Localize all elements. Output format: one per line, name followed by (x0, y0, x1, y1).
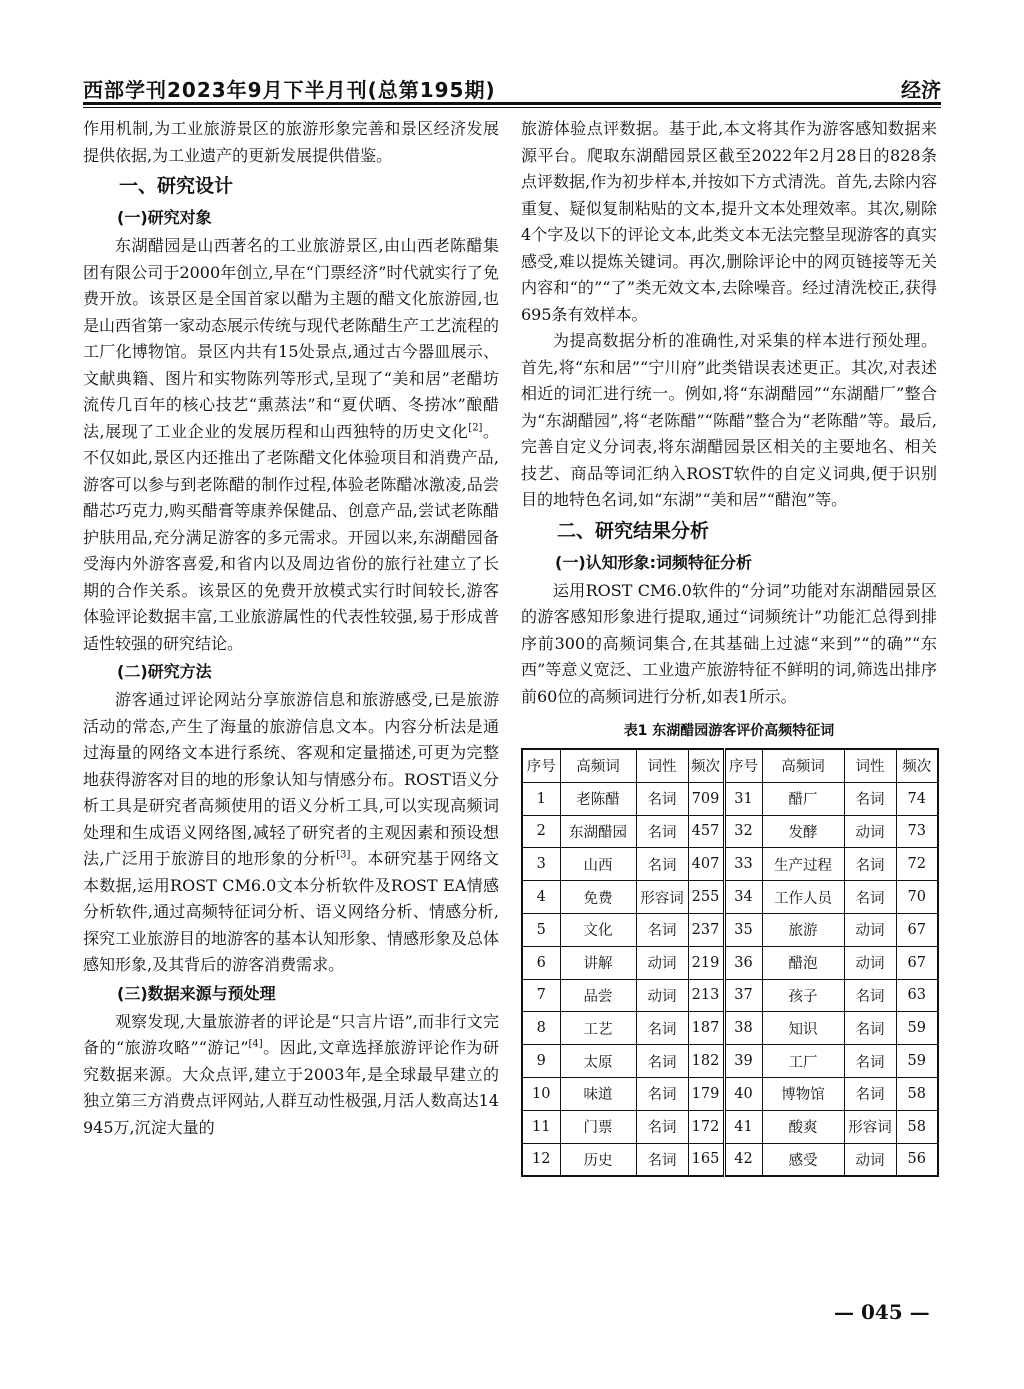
table-cell: 文化 (560, 913, 636, 946)
column-header: 频次 (688, 749, 724, 782)
table-cell: 形容词 (636, 881, 688, 914)
table-cell: 172 (688, 1110, 724, 1143)
paragraph-text: 游客通过评论网站分享旅游信息和旅游感受,已是旅游活动的常态,产生了海量的旅游信息文本。内容分析法是通过海量的网络文本进行系统、客观和定量描述,可更为完整地获得游客对目的地的形象认知与情感分布。ROST语义分析工具是研究者高频使用的语义分析工具,可以实现高频词处理和生成语义网络图,减轻了研究者的主观因素和预设想法,广泛用于旅游目的地形象的分析 (83, 690, 499, 868)
paragraph (83, 233, 499, 657)
table-cell: 孩子 (762, 979, 844, 1012)
table-cell: 213 (688, 979, 724, 1012)
table-cell: 历史 (560, 1143, 636, 1176)
table-cell: 博物馆 (762, 1077, 844, 1110)
table-cell: 7 (522, 979, 560, 1012)
table-cell: 生产过程 (762, 848, 844, 881)
table-cell: 34 (724, 881, 762, 914)
table-cell: 免费 (560, 881, 636, 914)
paragraph-text: 东湖醋园是山西著名的工业旅游景区,由山西老陈醋集团有限公司于2000年创立,早在“门票经济”时代就实行了免费开放。该景区是全国首家以醋为主题的醋文化旅游园,也是山西省第一家动态展示传统与现代老陈醋生产工艺流程的工厂化博物馆。景区内共有15处景点,通过古今器皿展示、文献典籍、图片和实物陈列等形式,呈现了“美和居”老醋坊流传几百年的核心技艺“熏蒸法”和“夏伏晒、冬捞冰”酿醋法,展现了工业企业的发展历程和山西独特的历史文化 (83, 236, 500, 441)
table-cell: 感受 (762, 1143, 844, 1176)
table-cell: 老陈醋 (560, 782, 636, 815)
table-cell: 33 (724, 848, 762, 881)
table-cell: 179 (688, 1077, 724, 1110)
paragraph (83, 687, 499, 979)
column-header: 序号 (724, 749, 762, 782)
table-cell: 9 (522, 1045, 560, 1078)
running-header (83, 70, 941, 100)
table-row (522, 1143, 938, 1176)
table-cell: 名词 (844, 1045, 896, 1078)
paragraph: 作用机制,为工业旅游景区的旅游形象完善和景区经济发展提供依据,为工业遗产的更新发展提供借鉴。 (83, 119, 499, 165)
table-row (522, 979, 938, 1012)
table-cell: 31 (724, 782, 762, 815)
table-cell: 醋厂 (762, 782, 844, 815)
table-cell: 名词 (636, 815, 688, 848)
subsection-heading: (三)数据来源与预处理 (117, 983, 276, 1003)
table-cell: 太原 (560, 1045, 636, 1078)
table-cell: 发酵 (762, 815, 844, 848)
subsection-heading: (一)认知形象:词频特征分析 (555, 552, 753, 572)
paragraph (83, 1009, 499, 1142)
table-cell: 讲解 (560, 946, 636, 979)
table-cell: 名词 (844, 782, 896, 815)
table-cell: 74 (896, 782, 938, 815)
table-cell: 名词 (844, 848, 896, 881)
table-cell: 名词 (636, 913, 688, 946)
table-cell: 72 (896, 848, 938, 881)
header-rule-thin (83, 107, 941, 108)
table-cell: 名词 (636, 1143, 688, 1176)
table-cell: 35 (724, 913, 762, 946)
paragraph-text: 。本研究基于网络文本数据,运用ROST CM6.0文本分析软件及ROST EA情感分析软件,通过高频特征词分析、语义网络分析、情感分析,探究工业旅游目的地游客的基本认知形象、情感形象及总体感知形象,及其背后的游客消费需求。 (83, 849, 500, 974)
table-cell: 名词 (636, 782, 688, 815)
table-row (522, 1077, 938, 1110)
paragraph-text: 观察发现,大量旅游者的评论是“只言片语”,而非行文完备的“旅游攻略”“游记” (83, 1011, 499, 1057)
table-cell: 63 (896, 979, 938, 1012)
table-cell: 8 (522, 1012, 560, 1045)
table-cell: 动词 (844, 946, 896, 979)
table-cell: 58 (896, 1110, 938, 1143)
table-cell: 山西 (560, 848, 636, 881)
table-row (522, 913, 938, 946)
table-cell: 4 (522, 881, 560, 914)
table-cell: 219 (688, 946, 724, 979)
table-cell: 10 (522, 1077, 560, 1110)
column-header: 词性 (636, 749, 688, 782)
table-cell: 182 (688, 1045, 724, 1078)
table-cell: 3 (522, 848, 560, 881)
table-row (522, 881, 938, 914)
table-cell: 2 (522, 815, 560, 848)
paragraph-text: 。因此,文章选择旅游评论作为研究数据来源。大众点评,建立于2003年,是全球最早建立的独立第三方消费点评网站,人群互动性极强,月活人数高达14 945万,沉淀大量的 (83, 1038, 499, 1137)
table-cell: 名词 (636, 848, 688, 881)
table-row (522, 782, 938, 815)
table-cell: 醋泡 (762, 946, 844, 979)
table-row (522, 1045, 938, 1078)
header-rule (83, 102, 941, 105)
column-header: 高频词 (762, 749, 844, 782)
column-header: 高频词 (560, 749, 636, 782)
table-cell: 56 (896, 1143, 938, 1176)
section-heading: 二、研究结果分析 (557, 519, 710, 542)
section-heading: 一、研究设计 (119, 175, 234, 197)
table-cell: 知识 (762, 1012, 844, 1045)
table-cell: 11 (522, 1110, 560, 1143)
subsection-heading: (一)研究对象 (117, 208, 212, 227)
table-cell: 品尝 (560, 979, 636, 1012)
table-cell: 59 (896, 1045, 938, 1078)
table-cell: 70 (896, 881, 938, 914)
section-name: 经济 (901, 78, 941, 102)
citation: [2] (468, 422, 483, 434)
table-cell: 名词 (844, 881, 896, 914)
table-cell: 形容词 (844, 1110, 896, 1143)
table-cell: 32 (724, 815, 762, 848)
column-header: 频次 (896, 749, 938, 782)
table-cell: 动词 (844, 815, 896, 848)
table-cell: 39 (724, 1045, 762, 1078)
table-cell: 工厂 (762, 1045, 844, 1078)
table-cell: 名词 (844, 1077, 896, 1110)
table-cell: 东湖醋园 (560, 815, 636, 848)
table-cell: 名词 (636, 1045, 688, 1078)
table-row (522, 1012, 938, 1045)
citation: [3] (336, 849, 351, 861)
table-cell: 40 (724, 1077, 762, 1110)
left-column (83, 116, 499, 1141)
table-cell: 165 (688, 1143, 724, 1176)
table-body (522, 782, 938, 1176)
table-cell: 动词 (844, 913, 896, 946)
table-cell: 58 (896, 1077, 938, 1110)
table-cell: 名词 (636, 1012, 688, 1045)
table-row (522, 1110, 938, 1143)
paragraph-text: 。不仅如此,景区内还推出了老陈醋文化体验项目和消费产品,游客可以参与到老陈醋的制作过程,体验老陈醋冰激凌,品尝醋芯巧克力,购买醋膏等康养保健品、创意产品,尝试老陈醋护肤用品,充分满足游客的多元需求。开园以来,东湖醋园备受海内外游客喜爱,和省内以及周边省份的旅行社建立了长期的合作关系。该景区的免费开放模式实行时间较长,游客体验评论数据丰富,工业旅游属性的代表性较强,易于形成普适性较强的研究结论。 (83, 421, 499, 653)
table-cell: 36 (724, 946, 762, 979)
table-cell: 工艺 (560, 1012, 636, 1045)
table-cell: 旅游 (762, 913, 844, 946)
table-cell: 187 (688, 1012, 724, 1045)
subsection-heading: (二)研究方法 (117, 662, 212, 681)
table-header-row (522, 749, 938, 782)
table-cell: 255 (688, 881, 724, 914)
table-cell: 味道 (560, 1077, 636, 1110)
paragraph: 为提高数据分析的准确性,对采集的样本进行预处理。首先,将“东和居”“宁川府”此类错误表述更正。其次,对表述相近的词汇进行统一。例如,将“东湖醋园”“东湖醋厂”整合为“东湖醋园”,将“老陈醋”“陈醋”整合为“老陈醋”等。最后,完善自定义分词表,将东湖醋园景区相关的主要地名、相关技艺、商品等词汇纳入ROST软件的自定义词典,便于识别目的地特色名词,如“东湖”“美和居”“醋泡”等。 (521, 331, 937, 509)
table-cell: 门票 (560, 1110, 636, 1143)
column-header: 序号 (522, 749, 560, 782)
table-cell: 59 (896, 1012, 938, 1045)
table-cell: 67 (896, 913, 938, 946)
table-cell: 457 (688, 815, 724, 848)
journal-issue: 西部学刊2023年9月下半月刊(总第195期) (83, 78, 496, 102)
table-row (522, 815, 938, 848)
table-cell: 工作人员 (762, 881, 844, 914)
paragraph: 运用ROST CM6.0软件的“分词”功能对东湖醋园景区的游客感知形象进行提取,通过“词频统计”功能汇总得到排序前300的高频词集合,在其基础上过滤“来到”“的确”“东西”等意义宽泛、工业遗产旅游特征不鲜明的词,筛选出排序前60位的高频词进行分析,如表1所示。 (521, 580, 937, 706)
table-cell: 6 (522, 946, 560, 979)
table-cell: 73 (896, 815, 938, 848)
table-cell: 38 (724, 1012, 762, 1045)
table-row (522, 946, 938, 979)
table-row (522, 848, 938, 881)
table-cell: 酸爽 (762, 1110, 844, 1143)
page-number: — 045 — (834, 1300, 930, 1324)
table-cell: 37 (724, 979, 762, 1012)
table-cell: 237 (688, 913, 724, 946)
table-cell: 名词 (844, 1012, 896, 1045)
table-cell: 动词 (636, 979, 688, 1012)
table-cell: 407 (688, 848, 724, 881)
table-cell: 709 (688, 782, 724, 815)
table-cell: 名词 (636, 1110, 688, 1143)
paragraph: 旅游体验点评数据。基于此,本文将其作为游客感知数据来源平台。爬取东湖醋园景区截至2022年2月28日的828条点评数据,作为初步样本,并按如下方式清洗。首先,去除内容重复、疑似复制粘贴的文本,提升文本处理效率。其次,剔除4个字及以下的评论文本,此类文本无法完整呈现游客的真实感受,难以提炼关键词。再次,删除评论中的网页链接等无关内容和“的”“了”类无效文本,去除噪音。经过清洗校正,获得695条有效样本。 (521, 119, 937, 324)
column-header: 词性 (844, 749, 896, 782)
table-cell: 名词 (844, 979, 896, 1012)
right-column (521, 116, 937, 1177)
table-cell: 动词 (636, 946, 688, 979)
table-cell: 12 (522, 1143, 560, 1176)
table-cell: 41 (724, 1110, 762, 1143)
table-cell: 67 (896, 946, 938, 979)
table-cell: 名词 (636, 1077, 688, 1110)
citation: [4] (248, 1038, 263, 1050)
table-cell: 5 (522, 913, 560, 946)
table-cell: 动词 (844, 1143, 896, 1176)
table-cell: 42 (724, 1143, 762, 1176)
table-caption: 表1 东湖醋园游客评价高频特征词 (623, 723, 835, 739)
frequency-table (521, 748, 939, 1177)
table-cell: 1 (522, 782, 560, 815)
